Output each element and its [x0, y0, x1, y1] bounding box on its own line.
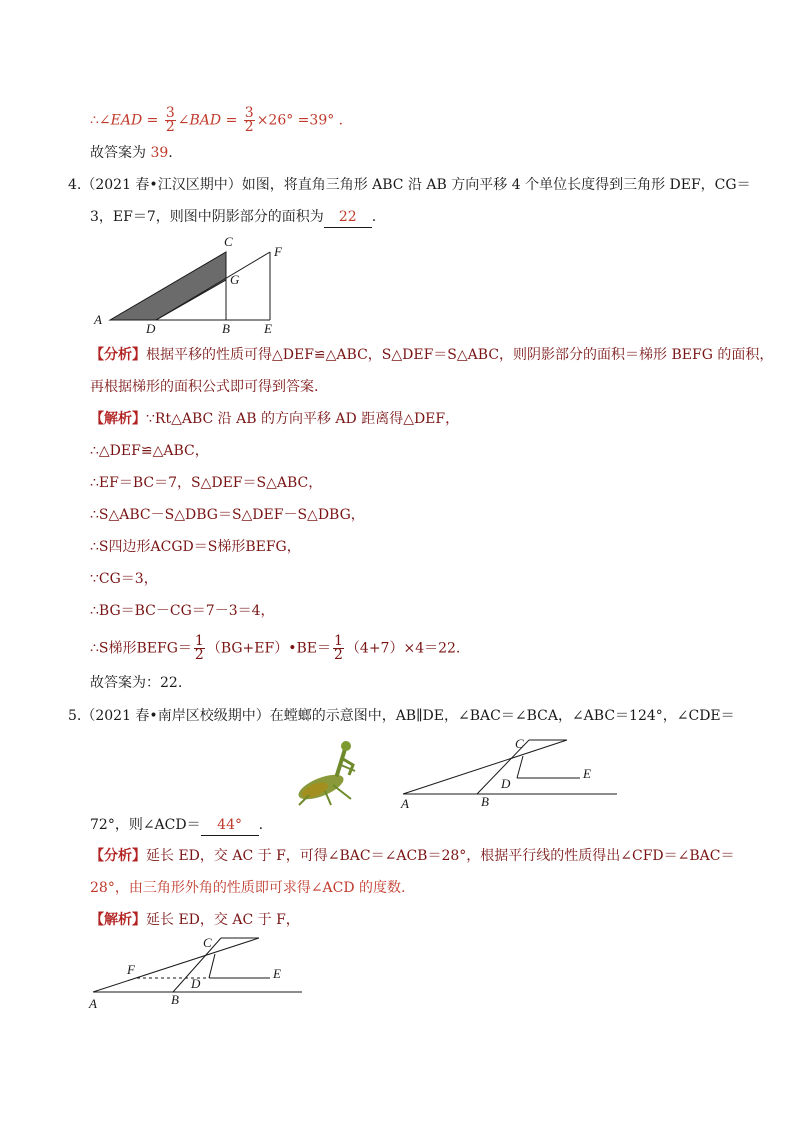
question-5-line-2: 72°，则∠ACD＝ 44° . [90, 815, 263, 836]
equation-ead: ∴∠EAD = $\frac{3}{2}$ ∠BAD = $\frac{3}{2}$ ×26° =39° . [90, 105, 344, 135]
solution-4-line-6: ∵CG＝3， [90, 571, 158, 587]
question-5-line-1: 5.（2021 春•南岸区校级期中）在螳螂的示意图中，AB∥DE，∠BAC＝∠BCA，∠ABC＝124°，∠CDE＝ [68, 708, 735, 724]
answer-blank: 44° [201, 815, 259, 836]
analysis-5-line-1: 【分析】延长 ED，交 AC 于 F，可得∠BAC＝∠ACB＝28°，根据平行线的性质得出∠CFD＝∠BAC＝ [90, 848, 735, 864]
figure-5-extended [85, 930, 310, 1010]
label-a: A [401, 796, 409, 811]
label-d: D [191, 976, 201, 991]
answer-blank: 22 [324, 207, 372, 228]
analysis-5-line-2: 28°，由三角形外角的性质即可求得∠ACD 的度数. [90, 880, 406, 896]
solution-4-line-7: ∴BG＝BC－CG＝7－3＝4， [90, 603, 275, 619]
label-f: F [274, 244, 282, 259]
question-4-line-1: 4.（2021 春•江汉区期中）如图，将直角三角形 ABC 沿 AB 方向平移 4 个单位长度得到三角形 DEF，CG＝ [68, 177, 751, 193]
label-c: C [515, 736, 524, 751]
solution-5-line-1: 【解析】延长 ED，交 AC 于 F， [90, 912, 300, 928]
figure-4-translation [90, 232, 290, 340]
solution-4-line-5: ∴S四边形ACGD＝S梯形BEFG， [90, 539, 301, 555]
analysis-4-line-2: 再根据梯形的面积公式即可得到答案. [90, 379, 319, 395]
shaded-region [110, 252, 226, 320]
solution-4-line-2: ∴△DEF≌△ABC， [90, 443, 209, 459]
label-f: F [127, 962, 135, 977]
solution-4-line-8: ∴S梯形BEFG＝ $\frac{1}{2}$ （BG+EF）•BE＝ $\frac{1}{2}$ （4+7）×4＝22. [90, 633, 461, 663]
label-c: C [224, 234, 233, 249]
label-d: D [501, 776, 511, 791]
solution-4-line-1: 【解析】∵Rt△ABC 沿 AB 的方向平移 AD 距离得△DEF， [90, 411, 460, 427]
label-b: B [171, 992, 179, 1007]
solution-4-line-3: ∴EF＝BC＝7，S△DEF＝S△ABC， [90, 475, 323, 491]
label-d: D [146, 321, 156, 336]
answer-line-3: 故答案为 39. [90, 145, 173, 161]
label-e: E [583, 766, 591, 781]
label-e: E [273, 966, 281, 981]
label-g: G [230, 272, 240, 287]
mantis-image [285, 735, 365, 807]
label-b: B [222, 321, 230, 336]
answer-line-4: 故答案为：22. [90, 675, 183, 691]
label-c: C [203, 935, 212, 950]
label-a: A [89, 996, 97, 1010]
label-b: B [481, 794, 489, 809]
solution-4-line-4: ∴S△ABC－S△DBG＝S△DEF－S△DBG， [90, 507, 365, 523]
analysis-4-line-1: 【分析】根据平移的性质可得△DEF≌△ABC，S△DEF＝S△ABC，则阴影部分的面积＝梯形 BEFG 的面积， [90, 347, 774, 363]
label-e: E [264, 321, 272, 336]
question-4-line-2: 3，EF＝7，则图中阴影部分的面积为 22 . [90, 207, 376, 228]
figure-5-diagram [395, 732, 625, 812]
label-a: A [94, 312, 102, 327]
